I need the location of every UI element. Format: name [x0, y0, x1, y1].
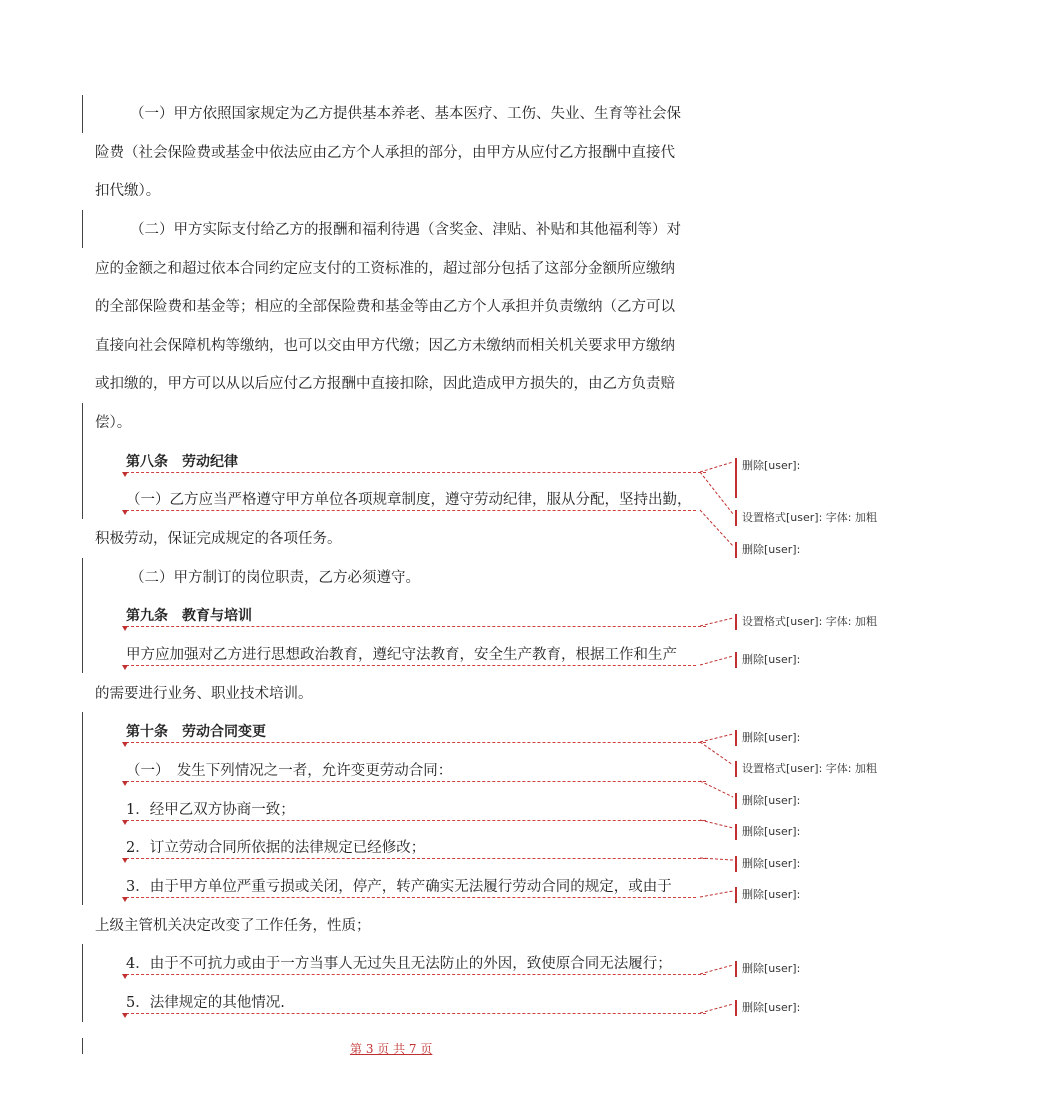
- revision-comment[interactable]: 删除[user]:: [735, 824, 800, 840]
- article-10-heading: 第十条 劳动合同变更: [126, 722, 706, 743]
- paragraph-line: 险费（社会保险费或基金中依法应由乙方个人承担的部分，由甲方从应付乙方报酬中直接代: [95, 145, 675, 161]
- paragraph-line: （一）甲方依照国家规定为乙方提供基本养老、基本医疗、工伤、失业、生育等社会保: [130, 106, 681, 122]
- revision-comment[interactable]: 删除[user]:: [735, 793, 800, 809]
- revision-comment[interactable]: 删除[user]:: [735, 458, 800, 498]
- list-item-continued: 上级主管机关决定改变了工作任务，性质；: [95, 918, 371, 934]
- paragraph-line: 扣代缴）。: [95, 183, 161, 199]
- paragraph-line: 甲方应加强对乙方进行思想政治教育，遵纪守法教育，安全生产教育，根据工作和生产: [126, 645, 696, 666]
- list-item: 3．由于甲方单位严重亏损或关闭，停产，转产确实无法履行劳动合同的规定，或由于: [126, 877, 696, 898]
- paragraph-line: 的需要进行业务、职业技术培训。: [95, 686, 313, 702]
- revision-comment[interactable]: 删除[user]:: [735, 1000, 800, 1016]
- list-item: 1．经甲乙双方协商一致；: [126, 800, 706, 821]
- article-8-heading: 第八条 劳动纪律: [126, 452, 706, 473]
- paragraph-line: 积极劳动，保证完成规定的各项任务。: [95, 531, 342, 547]
- paragraph-line: 偿）。: [95, 415, 132, 431]
- page-number: 第 3 页 共 7 页: [350, 1042, 433, 1056]
- list-item: 4．由于不可抗力或由于一方当事人无过失且无法防止的外因，致使原合同无法履行；: [126, 954, 706, 975]
- paragraph-line: 直接向社会保障机构等缴纳，也可以交由甲方代缴；因乙方未缴纳而相关机关要求甲方缴纳: [95, 338, 675, 354]
- revision-comment[interactable]: 删除[user]:: [735, 652, 800, 668]
- paragraph-line: （一） 发生下列情况之一者，允许变更劳动合同：: [126, 761, 706, 782]
- paragraph-line: （二）甲方制订的岗位职责，乙方必须遵守。: [130, 570, 420, 586]
- paragraph-line: 应的金额之和超过依本合同约定应支付的工资标准的，超过部分包括了这部分金额所应缴纳: [95, 261, 675, 277]
- paragraph-line: （一）乙方应当严格遵守甲方单位各项规章制度，遵守劳动纪律，服从分配，坚持出勤，: [126, 490, 696, 511]
- revision-comment[interactable]: 设置格式[user]: 字体: 加粗: [735, 614, 877, 630]
- article-9-heading: 第九条 教育与培训: [126, 606, 706, 627]
- paragraph-line: 或扣缴的，甲方可以从以后应付乙方报酬中直接扣除，因此造成甲方损失的，由乙方负责赔: [95, 376, 675, 392]
- revision-comment[interactable]: 设置格式[user]: 字体: 加粗: [735, 761, 877, 777]
- revision-comment[interactable]: 设置格式[user]: 字体: 加粗: [735, 510, 877, 526]
- paragraph-line: （二）甲方实际支付给乙方的报酬和福利待遇（含奖金、津贴、补贴和其他福利等）对: [130, 222, 681, 238]
- revision-comment[interactable]: 删除[user]:: [735, 542, 800, 558]
- revision-comment[interactable]: 删除[user]:: [735, 856, 800, 872]
- list-item: 5．法律规定的其他情况.: [126, 993, 706, 1014]
- list-item: 2．订立劳动合同所依据的法律规定已经修改；: [126, 838, 706, 859]
- revision-comment[interactable]: 删除[user]:: [735, 887, 800, 903]
- revision-comment[interactable]: 删除[user]:: [735, 961, 800, 977]
- paragraph-line: 的全部保险费和基金等；相应的全部保险费和基金等由乙方个人承担并负责缴纳（乙方可以: [95, 299, 675, 315]
- revision-comment[interactable]: 删除[user]:: [735, 730, 800, 746]
